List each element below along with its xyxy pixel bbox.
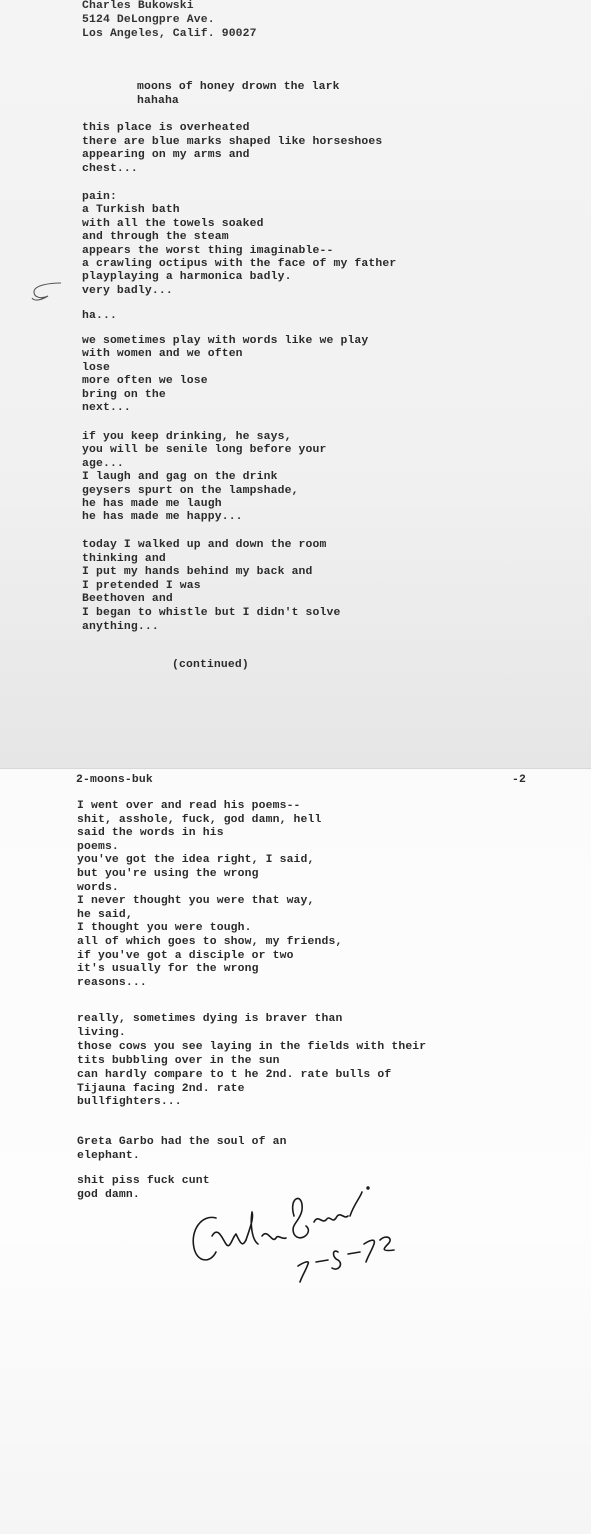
poem-line: you've got the idea right, I said, [77, 854, 315, 867]
poem-line: hahaha [137, 95, 179, 107]
poem-line: there are blue marks shaped like horseshoes [82, 135, 383, 148]
poem-line: a Turkish bath [82, 204, 180, 217]
poem-line: Greta Garbo had the soul of an [77, 1136, 287, 1148]
poem-line: next... [82, 402, 131, 414]
poem-line: lose [82, 361, 110, 374]
poem-line: with women and we often [82, 348, 243, 361]
poem-line: but you're using the wrong [77, 868, 259, 880]
poem-line: living. [77, 1026, 126, 1039]
address-line: 5124 DeLongpre Ave. [82, 14, 215, 27]
poem-line: I pretended I was [82, 579, 201, 592]
poem-line: playplaying a harmonica badly. [82, 271, 292, 284]
poem-line: all of which goes to show, my friends, [77, 936, 343, 948]
poem-line: ha... [82, 310, 117, 322]
poem-line: I went over and read his poems-- [77, 800, 301, 812]
poem-line: more often we lose [82, 375, 208, 388]
poem-line: appears the worst thing imaginable-- [82, 244, 334, 257]
poem-line: words. [77, 881, 119, 894]
poem-line: pain: [82, 191, 117, 203]
poem-line: Beethoven and [82, 593, 173, 606]
poem-line: he has made me laugh [82, 498, 222, 510]
poem-line: a crawling octipus with the face of my father [82, 258, 397, 270]
poem-line: this place is overheated [82, 122, 250, 134]
poem-line: those cows you see laying in the fields with their [77, 1040, 427, 1053]
poem-line: if you've got a disciple or two [77, 949, 294, 962]
poem-line: you will be senile long before your [82, 444, 327, 457]
poem-line: tits bubbling over in the sun [77, 1054, 280, 1067]
poem-line: bring on the [82, 388, 166, 401]
poem-line: chest... [82, 162, 138, 175]
address-line: Los Angeles, Calif. 90027 [82, 28, 257, 41]
poem-line: very badly... [82, 284, 173, 297]
poem-line: appearing on my arms and [82, 149, 250, 161]
poem-line: he said, [77, 908, 133, 921]
poem-line: Tijauna facing 2nd. rate [77, 1082, 245, 1095]
poem-line: he has made me happy... [82, 511, 243, 524]
poem-line: if you keep drinking, he says, [82, 431, 292, 443]
address-line: Charles Bukowski [82, 0, 194, 12]
poem-line: I put my hands behind my back and [82, 566, 313, 579]
poem-line: really, sometimes dying is braver than [77, 1013, 343, 1025]
poem-line: moons of honey drown the lark [137, 81, 340, 93]
running-head: 2-moons-buk [76, 774, 153, 786]
pen-mark-icon [28, 279, 64, 303]
poem-line: can hardly compare to t he 2nd. rate bulls of [77, 1068, 392, 1081]
poem-line: today I walked up and down the room [82, 539, 327, 551]
poem-line: I never thought you were that way, [77, 895, 315, 908]
poem-line: poems. [77, 840, 119, 853]
handwritten-signature [182, 1178, 402, 1288]
poem-line: thinking and [82, 552, 166, 565]
continued-note: (continued) [172, 659, 249, 671]
poem-line: reasons... [77, 976, 147, 989]
poem-line: shit, asshole, fuck, god damn, hell [77, 813, 322, 826]
poem-line: age... [82, 457, 124, 470]
poem-line: I began to whistle but I didn't solve [82, 607, 341, 619]
poem-line: geysers spurt on the lampshade, [82, 484, 299, 497]
poem-line: said the words in his [77, 827, 224, 840]
poem-line: and through the steam [82, 231, 229, 244]
poem-line: elephant. [77, 1149, 140, 1162]
poem-line: anything... [82, 620, 159, 633]
poem-line: we sometimes play with words like we play [82, 335, 369, 347]
poem-line: I thought you were tough. [77, 922, 252, 935]
poem-line: god damn. [77, 1188, 140, 1201]
page-number: -2 [512, 774, 526, 786]
letter-page-2 [0, 768, 591, 1534]
poem-line: I laugh and gag on the drink [82, 471, 278, 484]
poem-line: shit piss fuck cunt [77, 1175, 210, 1187]
poem-line: with all the towels soaked [82, 217, 264, 230]
poem-line: bullfighters... [77, 1096, 182, 1109]
poem-line: it's usually for the wrong [77, 963, 259, 976]
